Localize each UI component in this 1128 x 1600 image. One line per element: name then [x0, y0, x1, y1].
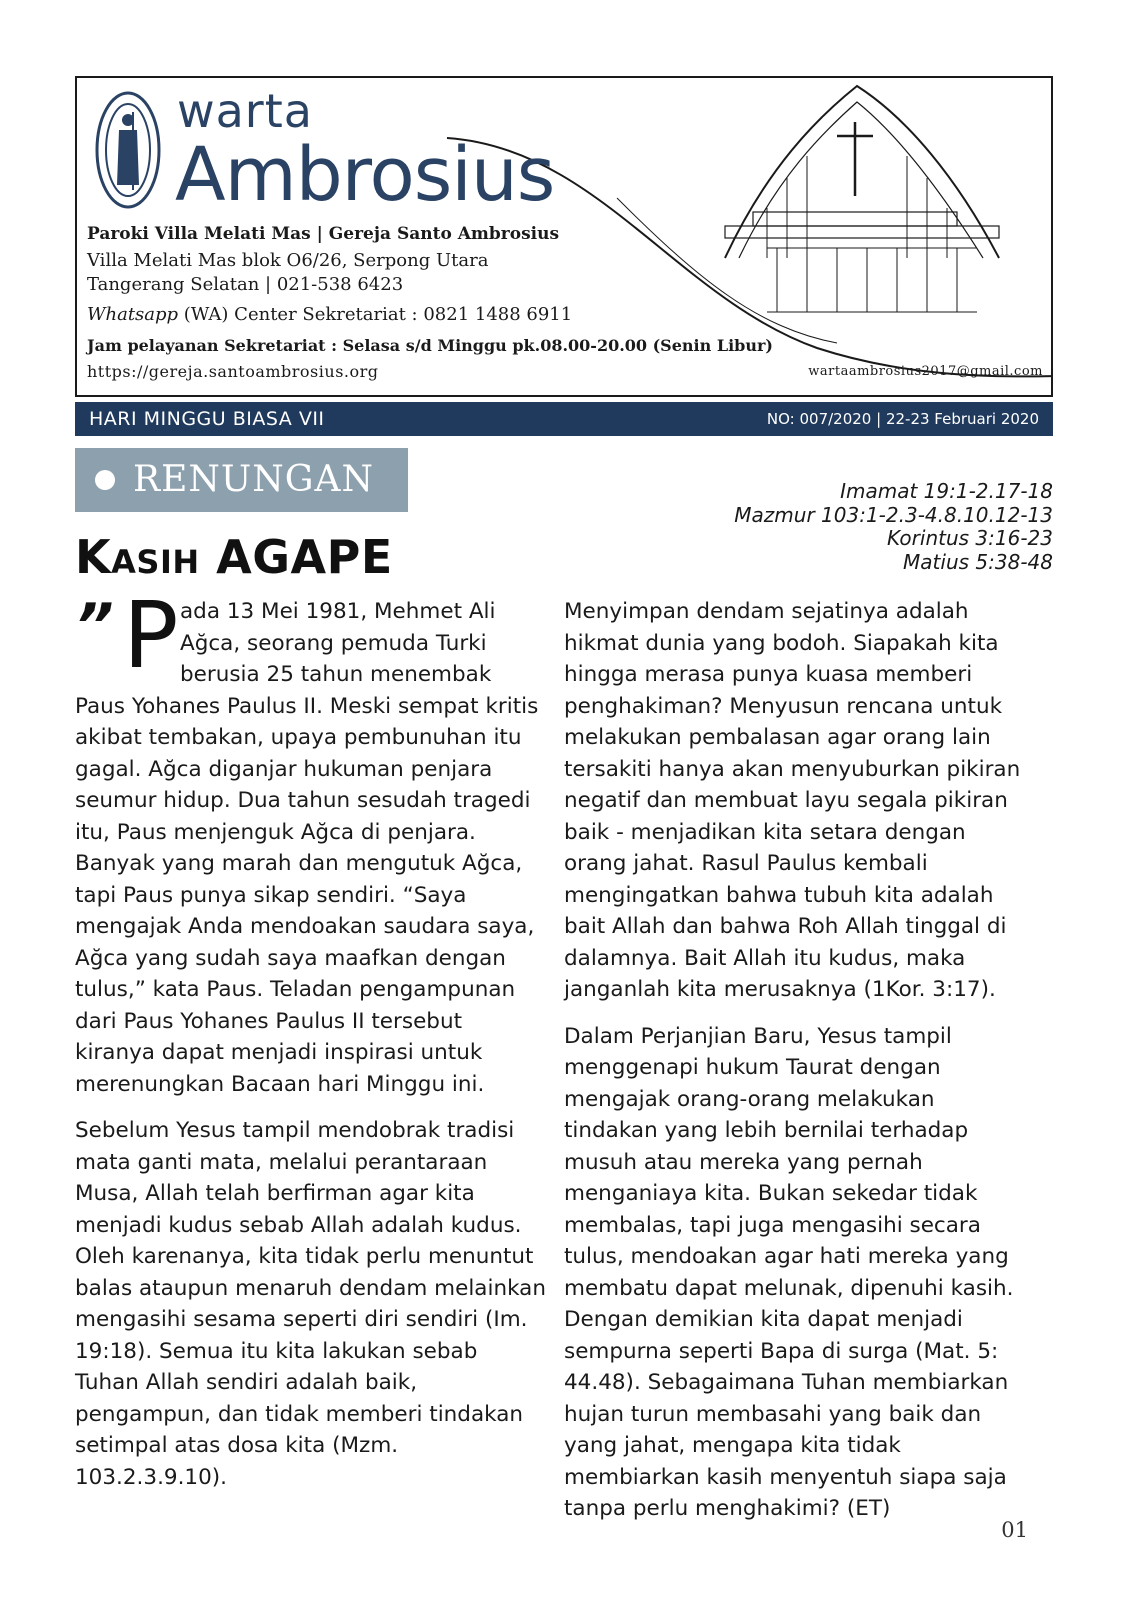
sunday-name: HARI MINGGU BIASA VII	[89, 408, 325, 430]
reading-4: Matius 5:38-48	[903, 549, 1053, 574]
section-title: RENUNGAN	[133, 459, 374, 500]
brand-ambrosius: Ambrosius	[175, 132, 555, 218]
whatsapp-label: Whatsapp	[87, 304, 179, 325]
paragraph-4: Dalam Perjanjian Baru, Yesus tampil menggenapi hukum Taurat dengan mengajak orang-orang melakukan tindakan yang lebih bernilai terhadap musuh atau mereka yang pernah menganiaya kita. Bukan sekedar tidak membalas, tapi juga mengasihi secara tulus, mendoakan agar hati mereka yang membatu dapat melunak, dipenuhi kasih. Dengan demikian kita dapat menjadi sempurna seperti Bapa di surga (Mat. 5: 44.48). Sebagaimana Tuhan membiarkan hujan turun membasahi yang baik dan yang jahat, mengapa kita tidak membiarkan kasih menyentuh siapa saja tanpa perlu menghakimi? (ET)	[564, 1023, 1014, 1521]
parish-name: Paroki Villa Melati Mas | Gereja Santo Ambrosius	[87, 224, 560, 244]
reading-1: Imamat 19:1-2.17-18	[840, 479, 1053, 503]
quote-mark: ”	[75, 591, 114, 661]
paragraph-1: Paus Yohanes Paulus II. Meski sempat kritis akibat tembakan, upaya pembunuhan itu gagal. Ağca diganjar hukuman penjara seumur hidup. Dua tahun sesudah tragedi itu, Paus menjenguk Ağca di penjara. Banyak yang marah dan mengutuk Ağca, tapi Paus punya sikap sendiri. “Saya mengajak Anda mendoakan saudara saya, Ağca yang sudah saya maafkan dengan tulus,” kata Paus. Teladan pengampunan dari Paus Yohanes Paulus II tersebut kiranya dapat menjadi inspirasi untuk merenungkan Bacaan hari Minggu ini.	[75, 693, 539, 1097]
opening-line-3: berusia 25 tahun menembak	[180, 662, 492, 687]
opening-line-2: Ağca, seorang pemuda Turki	[180, 630, 487, 656]
section-label	[75, 448, 408, 512]
drop-cap: P	[123, 582, 179, 689]
whatsapp-line	[87, 304, 572, 325]
paragraph-2: Sebelum Yesus tampil mendobrak tradisi mata ganti mata, melalui perantaraan Musa, Allah telah berfirman agar kita menjadi kudus sebab Allah adalah kudus. Oleh karenanya, kita tidak perlu menuntut balas ataupun menaruh dendam melainkan mengasihi sesama seperti diri sendiri (Im. 19:18). Semua itu kita lakukan sebab Tuhan Allah sendiri adalah baik, pengampun, dan tidak memberi tindakan setimpal atas dosa kita (Mzm. 103.2.3.9.10).	[75, 1118, 546, 1490]
opening-line-1: ada 13 Mei 1981, Mehmet Ali	[180, 599, 496, 624]
email-link[interactable]: wartaambrosius2017@gmail.com	[808, 364, 1043, 379]
office-hours: Jam pelayanan Sekretariat : Selasa s/d Minggu pk.08.00-20.00 (Senin Libur)	[87, 336, 773, 355]
parish-seal-icon	[95, 90, 161, 210]
bullet-icon	[95, 470, 115, 490]
brand-warta: warta	[177, 84, 313, 138]
paragraph-3: Menyimpan dendam sejatinya adalah hikmat dunia yang bodoh. Siapakah kita hingga merasa punya kuasa memberi penghakiman? Menyusun rencana untuk melakukan pembalasan agar orang lain tersakiti hanya akan menyuburkan pikiran negatif dan membuat layu segala pikiran baik - menjadikan kita setara dengan orang jahat. Rasul Paulus kembali mengingatkan bahwa tubuh kita adalah bait Allah dan bahwa Roh Allah tinggal di dalamnya. Bait Allah itu kudus, maka janganlah kita merusaknya (1Kor. 3:17).	[564, 599, 1021, 1002]
reading-2: Mazmur 103:1-2.3-4.8.10.12-13	[734, 502, 1053, 527]
address-line-2: Tangerang Selatan | 021-538 6423	[87, 274, 404, 295]
whatsapp-number: (WA) Center Sekretariat : 0821 1488 6911	[178, 304, 573, 325]
website-link[interactable]: https://gereja.santoambrosius.org	[87, 362, 379, 381]
article-column-right	[564, 596, 1034, 1540]
address-line-1: Villa Melati Mas blok O6/26, Serpong Utara	[87, 250, 489, 271]
scripture-readings	[734, 480, 1053, 574]
issue-banner	[75, 402, 1053, 436]
issue-number: NO: 007/2020 | 22-23 Februari 2020	[766, 410, 1039, 428]
article-opening	[75, 582, 547, 691]
article-column-left	[75, 582, 547, 1508]
article-title: Kasih AGAPE	[75, 530, 393, 584]
reading-3: Korintus 3:16-23	[887, 526, 1053, 550]
masthead	[75, 76, 1053, 397]
page-number: 01	[1001, 1518, 1028, 1542]
